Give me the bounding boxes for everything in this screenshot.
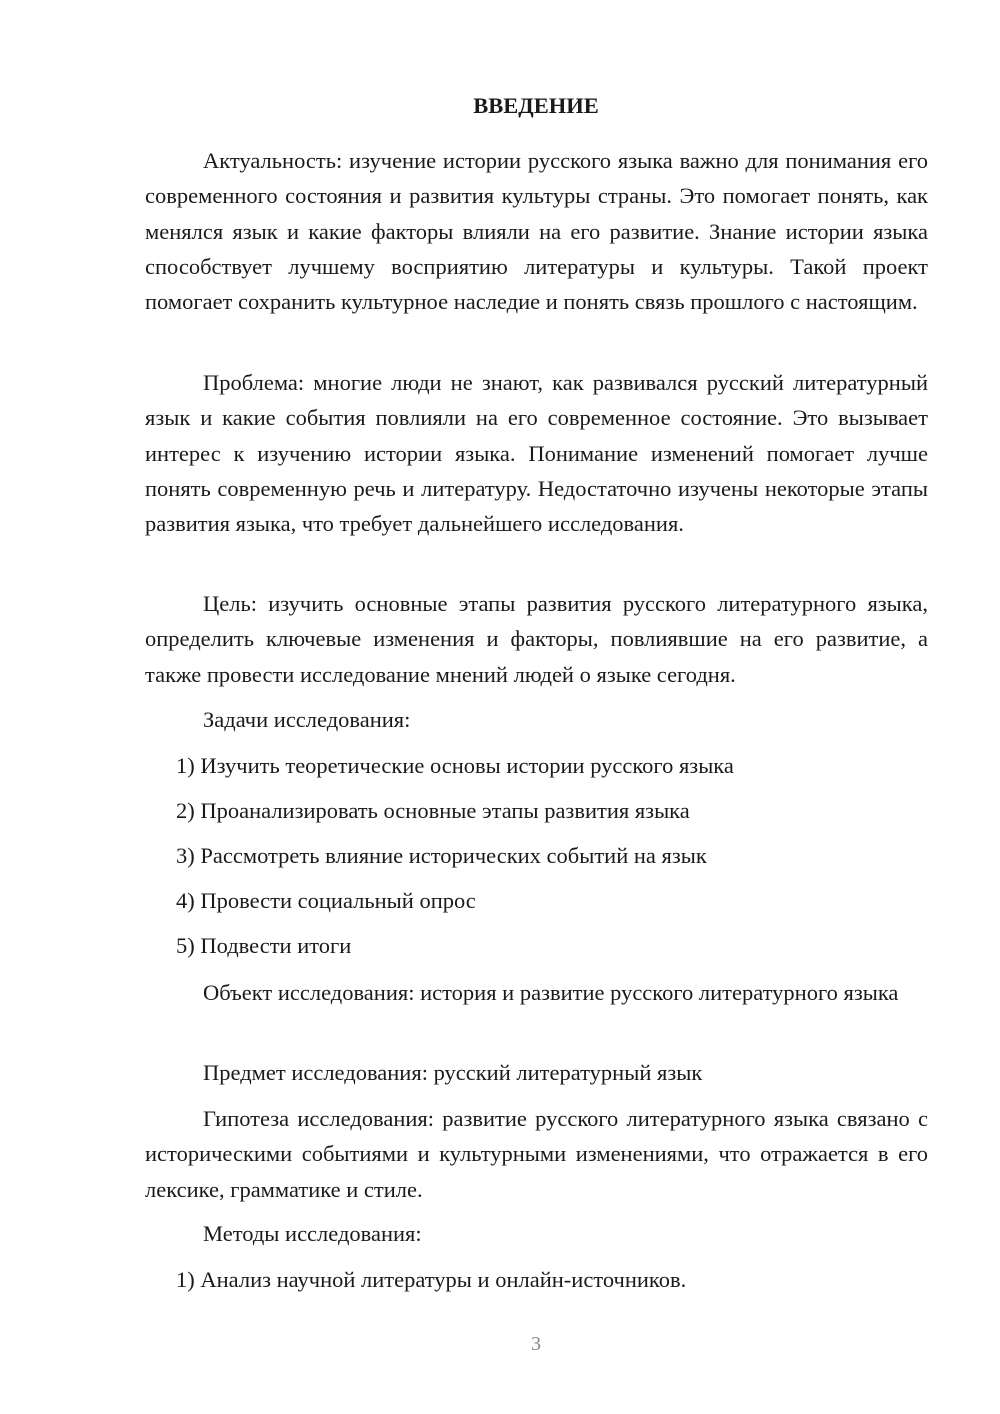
paragraph-goal: Цель: изучить основные этапы развития русского литературного языка, определить ключевые изменения и факторы, повлиявшие на его развитие, а также провести исследование мнений людей о языке сегодня. [145, 591, 928, 687]
page-number: 3 [531, 1333, 541, 1355]
paragraph-hypothesis: Гипотеза исследования: развитие русского литературного языка связано с историческими событиями и культурными изменениями, что отражается в его лексике, грамматике и стиле. [145, 1106, 928, 1202]
method-item-1: 1) Анализ научной литературы и онлайн-источников. [176, 1267, 687, 1292]
task-item-4: 4) Провести социальный опрос [176, 888, 476, 913]
task-item-5: 5) Подвести итоги [176, 933, 352, 958]
paragraph-problem: Проблема: многие люди не знают, как развивался русский литературный язык и какие события повлияли на его современное состояние. Это вызывает интерес к изучению истории языка. Понимание изменений помогает лучше понять современную речь и литературу. Недостаточно изучены некоторые этапы развития языка, что требует дальнейшего исследования. [145, 370, 928, 537]
task-item-1: 1) Изучить теоретические основы истории русского языка [176, 753, 734, 778]
paragraph-relevance: Актуальность: изучение истории русского языка важно для понимания его современного состояния и развития культуры страны. Это помогает понять, как менялся язык и какие факторы влияли на его развитие. Знание истории языка способствует лучшему восприятию литературы и культуры. Такой проект помогает сохранить культурное наследие и понять связь прошлого с настоящим. [145, 148, 928, 315]
task-item-3: 3) Рассмотреть влияние исторических событий на язык [176, 843, 707, 868]
paragraph-object: Объект исследования: история и развитие русского литературного языка [203, 980, 899, 1005]
methods-heading: Методы исследования: [203, 1221, 422, 1246]
tasks-heading: Задачи исследования: [203, 707, 411, 732]
paragraph-subject: Предмет исследования: русский литературный язык [203, 1060, 703, 1085]
page-title: ВВЕДЕНИЕ [473, 93, 599, 118]
task-item-2: 2) Проанализировать основные этапы развития языка [176, 798, 690, 823]
